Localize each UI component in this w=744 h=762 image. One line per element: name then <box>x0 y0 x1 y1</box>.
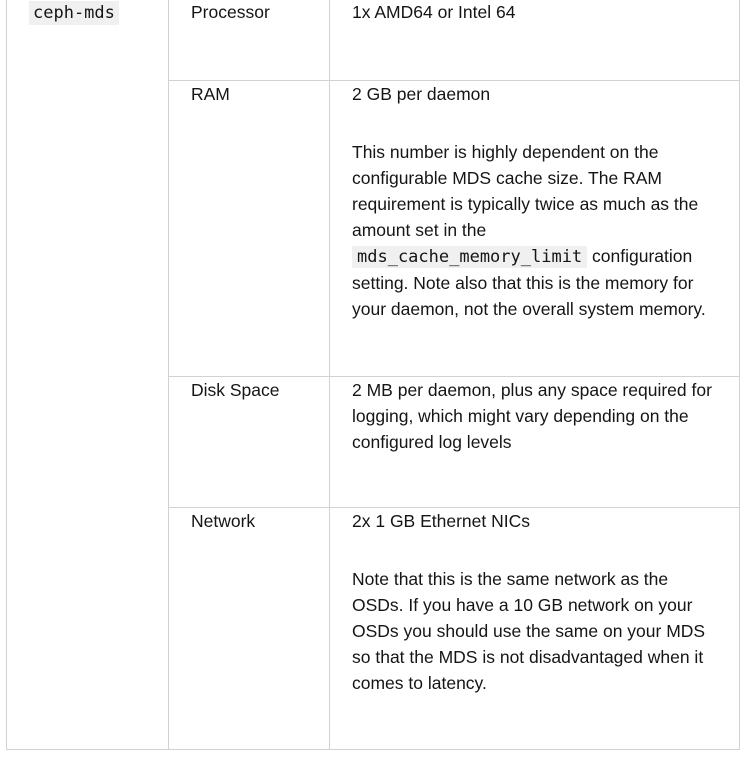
value-processor: 1x AMD64 or Intel 64 <box>352 2 516 22</box>
value-cell <box>330 508 740 750</box>
value-cell <box>330 0 740 81</box>
criteria-cell <box>169 377 330 508</box>
value-network: 2x 1 GB Ethernet NICs <box>352 511 530 531</box>
ram-note <box>352 139 717 322</box>
value-disk: 2 MB per daemon, plus any space required for logging, which might vary depending on the configured log levels <box>352 380 712 452</box>
value-cell <box>330 81 740 377</box>
criteria-cell <box>169 508 330 750</box>
daemon-name: ceph-mds <box>29 1 119 25</box>
table-row <box>7 0 740 81</box>
criteria-disk: Disk Space <box>191 380 280 400</box>
criteria-ram: RAM <box>191 84 230 104</box>
criteria-cell <box>169 0 330 81</box>
requirements-table <box>6 0 740 750</box>
daemon-cell <box>7 0 169 750</box>
ram-note-text-after: configuration setting. Note also that this is the memory for your daemon, not the overall system memory. <box>352 246 706 319</box>
ram-note-text-before: This number is highly dependent on the configurable MDS cache size. The RAM requirement is typically twice as much as the amount set in the <box>352 142 699 240</box>
value-ram: 2 GB per daemon <box>352 84 491 104</box>
criteria-processor: Processor <box>191 2 270 22</box>
value-cell <box>330 377 740 508</box>
network-note: Note that this is the same network as the OSDs. If you have a 10 GB network on your OSDs you should use the same on your MDS so that the MDS is not disadvantaged when it comes to latency. <box>352 569 706 693</box>
criteria-network: Network <box>191 511 256 531</box>
ram-note-code: mds_cache_memory_limit <box>352 246 587 268</box>
criteria-cell <box>169 81 330 377</box>
